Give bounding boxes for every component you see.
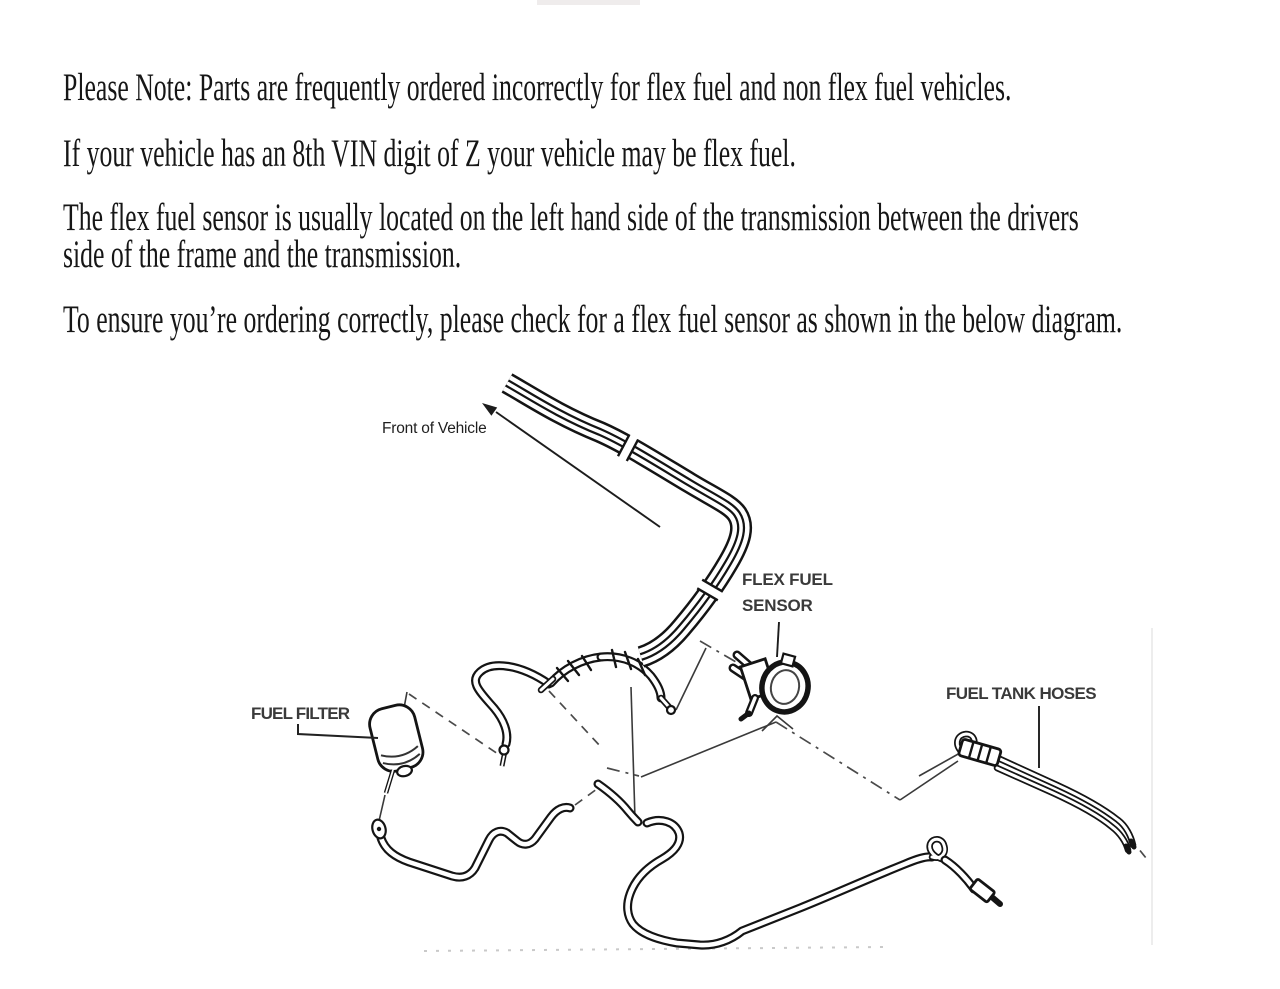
label-fuel-filter: FUEL FILTER [251, 704, 350, 723]
intro-line: side of the frame and the transmission. [63, 233, 462, 276]
intro-line: The flex fuel sensor is usually located on the left hand side of the transmission between the drivers [63, 196, 1079, 239]
bottom-center-fuel-line [628, 820, 1000, 945]
hose-cluster [476, 650, 675, 766]
fuel-tank-hoses-part [957, 734, 1134, 852]
intro-line: Please Note: Parts are frequently ordered incorrectly for flex fuel and non flex fuel vehicles. [63, 66, 1012, 109]
label-fuel-tank-hoses: FUEL TANK HOSES [946, 684, 1096, 703]
bottom-left-fuel-line [370, 784, 638, 877]
label-flex-fuel-sensor-line1: FLEX FUEL [742, 570, 833, 589]
intro-line: To ensure you’re ordering correctly, please check for a flex fuel sensor as shown in the below diagram. [63, 298, 1123, 341]
fuel-filter-part [366, 701, 428, 793]
label-flex-fuel-sensor-line2: SENSOR [742, 596, 813, 615]
label-front-of-vehicle: Front of Vehicle [382, 420, 487, 437]
fuel-line-bundle [507, 383, 741, 657]
label-flex-fuel-sensor [742, 567, 833, 619]
intro-line: If your vehicle has an 8th VIN digit of Z your vehicle may be flex fuel. [63, 132, 796, 175]
flex-fuel-sensor-part [733, 654, 813, 719]
